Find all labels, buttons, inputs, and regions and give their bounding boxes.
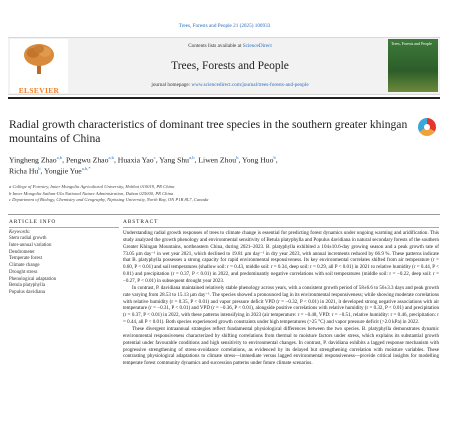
article-info-rule: [9, 227, 119, 228]
journal-homepage-line: [80, 82, 380, 88]
affiliation-b: b Inner Mongolia Saihan-Ula National Nature Administration, Daban 025000, PR China: [9, 190, 174, 196]
author-affiliation-marker[interactable]: b: [236, 155, 239, 160]
contents-available-line: [80, 43, 380, 49]
keyword-item: Stem radial growth: [9, 236, 47, 241]
keyword-item: Populus davidiana: [9, 290, 45, 296]
author-affiliation-marker[interactable]: a,b: [56, 155, 63, 160]
crossmark-icon[interactable]: [418, 118, 436, 136]
author-list: [9, 155, 439, 177]
author-affiliation-marker[interactable]: c: [153, 155, 156, 160]
keywords-list: [9, 236, 119, 297]
author-line-2: Richa Hu$^b$, Yongjie Yue$^{a,b,*}$: [9, 165, 91, 176]
journal-cover-thumbnail[interactable]: [388, 39, 438, 92]
sciencedirect-link[interactable]: ScienceDirect: [242, 43, 272, 49]
author-name[interactable]: Huaxia Yao: [117, 155, 154, 165]
author-affiliation-marker[interactable]: a,b,*: [81, 165, 91, 171]
header-divider: [8, 97, 440, 99]
homepage-prefix: journal homepage:: [151, 82, 192, 88]
journal-title[interactable]: Trees, Forests and People: [171, 60, 289, 72]
abstract-rule: [123, 227, 439, 228]
author-affiliation-marker[interactable]: a,b: [189, 155, 195, 160]
author-affiliation-marker[interactable]: b: [38, 165, 41, 171]
author-name[interactable]: Yingheng Zhao: [9, 155, 57, 165]
abstract-paragraph: These divergent intraannual strategies reflect fundamental physiological differences between the two species. B. platyphylla demonstrates dynamic environmental responsiveness characterized by shifting correlations from thermal to moisture factors under stress, which explains its substantial growth potential under favourable conditions and high sensitivity to environmental changes. In contrast, P. davidiana exhibits a lagged response mechanism with progressive strengthening of stress-avoidance correlations, as evidenced by its delayed but strengthening correlation with moisture variables. These contrasting physiological adaptations to climate stress—immediate versus lagged environmental responsiveness—provide critical insights for modelling temperate forest community dynamics and succession patterns under future climate scenarios.: [123, 326, 439, 367]
abstract-body: [123, 230, 439, 367]
keyword-item: Drought stress: [9, 269, 38, 275]
journal-citation[interactable]: Trees, Forests and People 21 (2025) 100933: [178, 23, 271, 29]
author-affiliation-marker[interactable]: b: [273, 155, 276, 160]
section-divider: [8, 214, 440, 215]
contents-prefix: Contents lists available at: [188, 43, 243, 49]
article-title: Radial growth characteristics of dominant tree species in the southern greater khingan mountains of China: [9, 118, 408, 145]
author-affiliation-marker[interactable]: a,b: [108, 155, 114, 160]
keyword-item: Dendrometer: [9, 249, 35, 255]
author-name[interactable]: Yong Huo: [242, 155, 274, 165]
keyword-item: Temperate forest: [9, 256, 42, 262]
abstract-paragraph: Understanding radial growth responses of trees to climate change is essential for predicting forest dynamics under ongoing warming and aridification. This study analyzed the growth phenology and environmental sensitivity of Betula platyphylla and Populus davidiana in natural secondary forests of the southern Greater Khingan Mountains, northeastern China, during 2021–2023. B. platyphylla exhibited a 104±10.6-day growing season and a peak growth rate of 73.05 µm day⁻¹ in wet year 2021, which declined to 19.81 µm day⁻¹ in dry year 2023, with annual increments reduced by 66.9 %. These patterns indicate that B. platyphylla possesses a strong capacity for rapid environmental responsiveness. Its key environmental correlates shifted from air temperature (r = 0.60, P < 0.01) and soil temperatures (shallow soil: r = 0.43, middle soil: r = 0.34, deep soil: r = 0.29, all P < 0.01) in 2021 to relative humidity (r = 0.44, P < 0.01) and precipitation (r = 0.37, P < 0.01) in 2022, and predominantly negative correlations with soil temperatures (middle soil: r = −0.22, deep soil: r = −0.27, P < 0.01) in subsequent drought year 2023.: [123, 230, 439, 285]
publisher-wordmark[interactable]: ELSEVIER: [18, 86, 60, 95]
affiliation-a: a College of Forestry, Inner Mongolia Agricultural University, Hohhot 010019, PR China: [9, 184, 175, 189]
keyword-item: Climate change: [9, 263, 40, 269]
keywords-label: Keywords:: [9, 230, 31, 235]
author-name[interactable]: Liwen Zhou: [198, 155, 237, 165]
author-name[interactable]: Richa Hu: [9, 166, 39, 176]
author-line-1: Yingheng Zhao$^{a,b}$, Pengwu Zhao$^{a,b}$, Huaxia Yao$^c$, Yang Shu$^{a,b}$, Liwen Zhou$^b$, Yong Huo$^b$,: [9, 155, 278, 165]
keyword-item: Betula platyphylla: [9, 283, 45, 289]
journal-homepage-link[interactable]: www.sciencedirect.com/journal/trees-forests-and-people: [191, 82, 309, 88]
affiliation-c: c Department of Biology, Chemistry and Geography, Nipissing University, North Bay, ON P1B 8L7, Canada: [9, 197, 209, 203]
abstract-heading: ABSTRACT: [123, 219, 159, 225]
keyword-item: Inter-annual variation: [9, 242, 52, 248]
author-name[interactable]: Yongjie Yue: [44, 166, 82, 176]
elsevier-tree-icon: [22, 43, 56, 75]
affiliations: [9, 184, 439, 204]
author-name[interactable]: Pengwu Zhao: [65, 155, 109, 165]
author-name[interactable]: Yang Shu: [159, 155, 190, 165]
keyword-item: Phenological adaptation: [9, 276, 57, 282]
elsevier-tree-logo[interactable]: [10, 39, 68, 93]
abstract-paragraph: In contrast, P. davidiana maintained relatively stable phenology across years, with a consistent growth period of 58±6.6 to 56±3.3 days and peak growth rate varying from 28.53 to 15.13 µm day⁻¹. The species showed a pronounced lag in its environmental responsiveness; while showing moderate correlations with relative humidity (r = 0.35, P < 0.01) and vapor pressure deficit VPD (r = −0.32, P < 0.01) in 2021, it developed strong negative associations with air temperature (r = −0.31, P < 0.01) and VPD (r = −0.36, P < 0.01), alongside positive correlations with relative humidity (r = 0.32, P < 0.01) and precipitation (r = 0.37, P < 0.01) in 2022, with these patterns intensifying in 2023 (air temperature: r = −0.48, VPD: r = −0.51, relative humidity: r = 0.46, precipitation: r = 0.44, all P < 0.01). Both species experienced growth constraints under high temperatures (>25 °C) and vapor pressure deficit (>2.0 kPa) in 2022.: [123, 284, 439, 326]
cover-title: Trees, Forests and People: [391, 41, 432, 46]
article-info-heading: ARTICLE INFO: [9, 219, 57, 225]
